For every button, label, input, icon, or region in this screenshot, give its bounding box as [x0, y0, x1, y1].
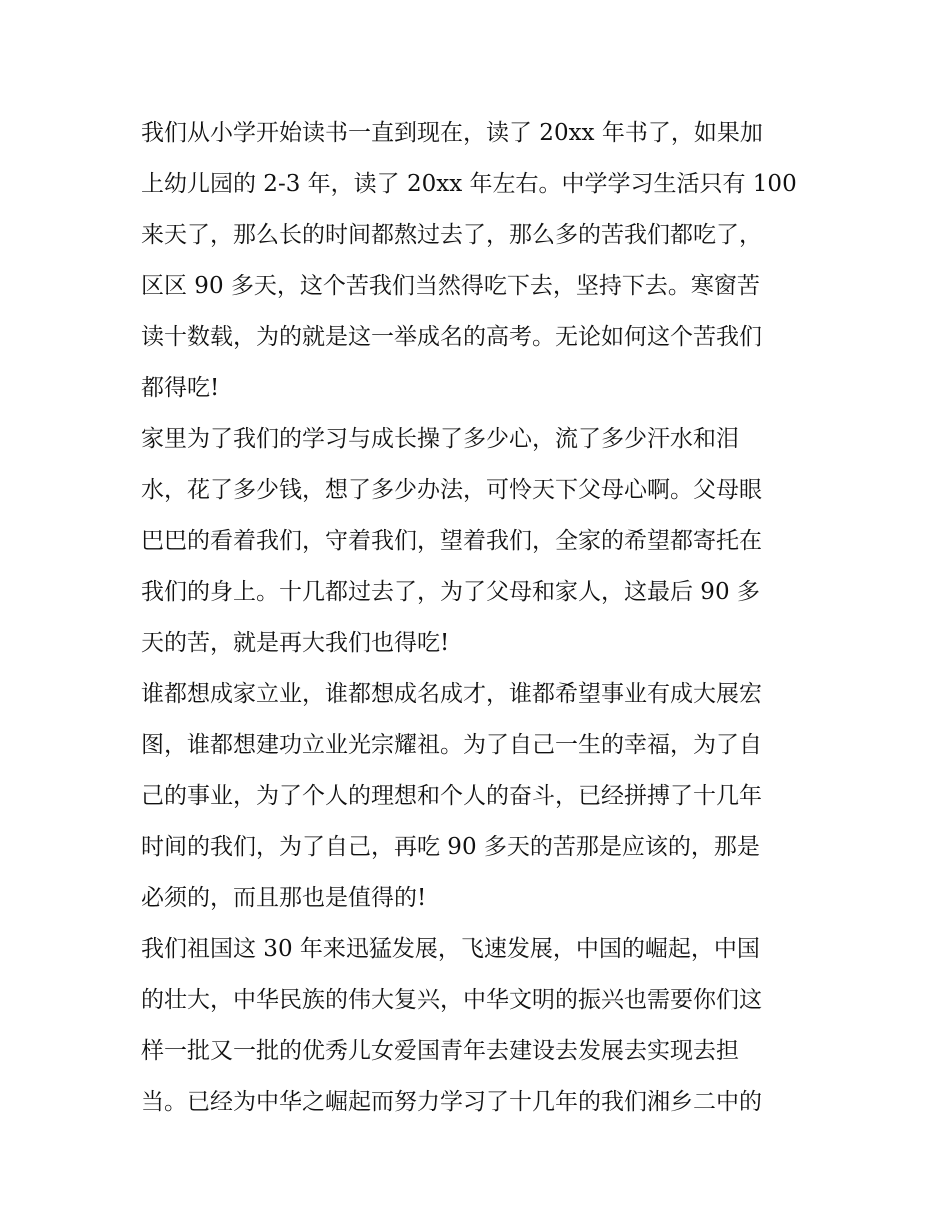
text-line: 我们祖国这 30 年来迅猛发展，飞速发展，中国的崛起，中国 — [141, 936, 760, 962]
text-line: 图，谁都想建功立业光宗耀祖。为了自己一生的幸福，为了自 — [141, 732, 762, 758]
text-line: 读十数载，为的就是这一举成名的高考。无论如何这个苦我们 — [141, 324, 762, 350]
document-body — [141, 108, 821, 1128]
text-line: 水，花了多少钱，想了多少办法，可怜天下父母心啊。父母眼 — [141, 477, 762, 503]
text-line: 家里为了我们的学习与成长操了多少心，流了多少汗水和泪 — [141, 426, 739, 452]
text-line: 当。已经为中华之崛起而努力学习了十几年的我们湘乡二中的 — [141, 1089, 762, 1115]
text-line: 样一批又一批的优秀儿女爱国青年去建设去发展去实现去担 — [141, 1038, 739, 1064]
text-line: 己的事业，为了个人的理想和个人的奋斗，已经拼搏了十几年 — [141, 783, 762, 809]
text-line: 必须的，而且那也是值得的! — [141, 885, 427, 911]
text-line: 我们的身上。十几都过去了，为了父母和家人，这最后 90 多 — [141, 579, 760, 605]
text-line: 上幼儿园的 2-3 年，读了 20xx 年左右。中学学习生活只有 100 — [141, 171, 797, 197]
text-line: 的壮大，中华民族的伟大复兴，中华文明的振兴也需要你们这 — [141, 987, 762, 1013]
text-line: 都得吃! — [141, 375, 220, 401]
text-line: 巴巴的看着我们，守着我们，望着我们，全家的希望都寄托在 — [141, 528, 762, 554]
text-line: 时间的我们，为了自己，再吃 90 多天的苦那是应该的，那是 — [141, 834, 760, 860]
text-line: 来天了，那么长的时间都熬过去了，那么多的苦我们都吃了， — [141, 222, 762, 248]
text-line: 我们从小学开始读书一直到现在，读了 20xx 年书了，如果加 — [141, 120, 763, 146]
text-line: 区区 90 多天，这个苦我们当然得吃下去，坚持下去。寒窗苦 — [141, 273, 760, 299]
text-line: 谁都想成家立业，谁都想成名成才，谁都希望事业有成大展宏 — [141, 681, 762, 707]
text-line: 天的苦，就是再大我们也得吃! — [141, 630, 450, 656]
